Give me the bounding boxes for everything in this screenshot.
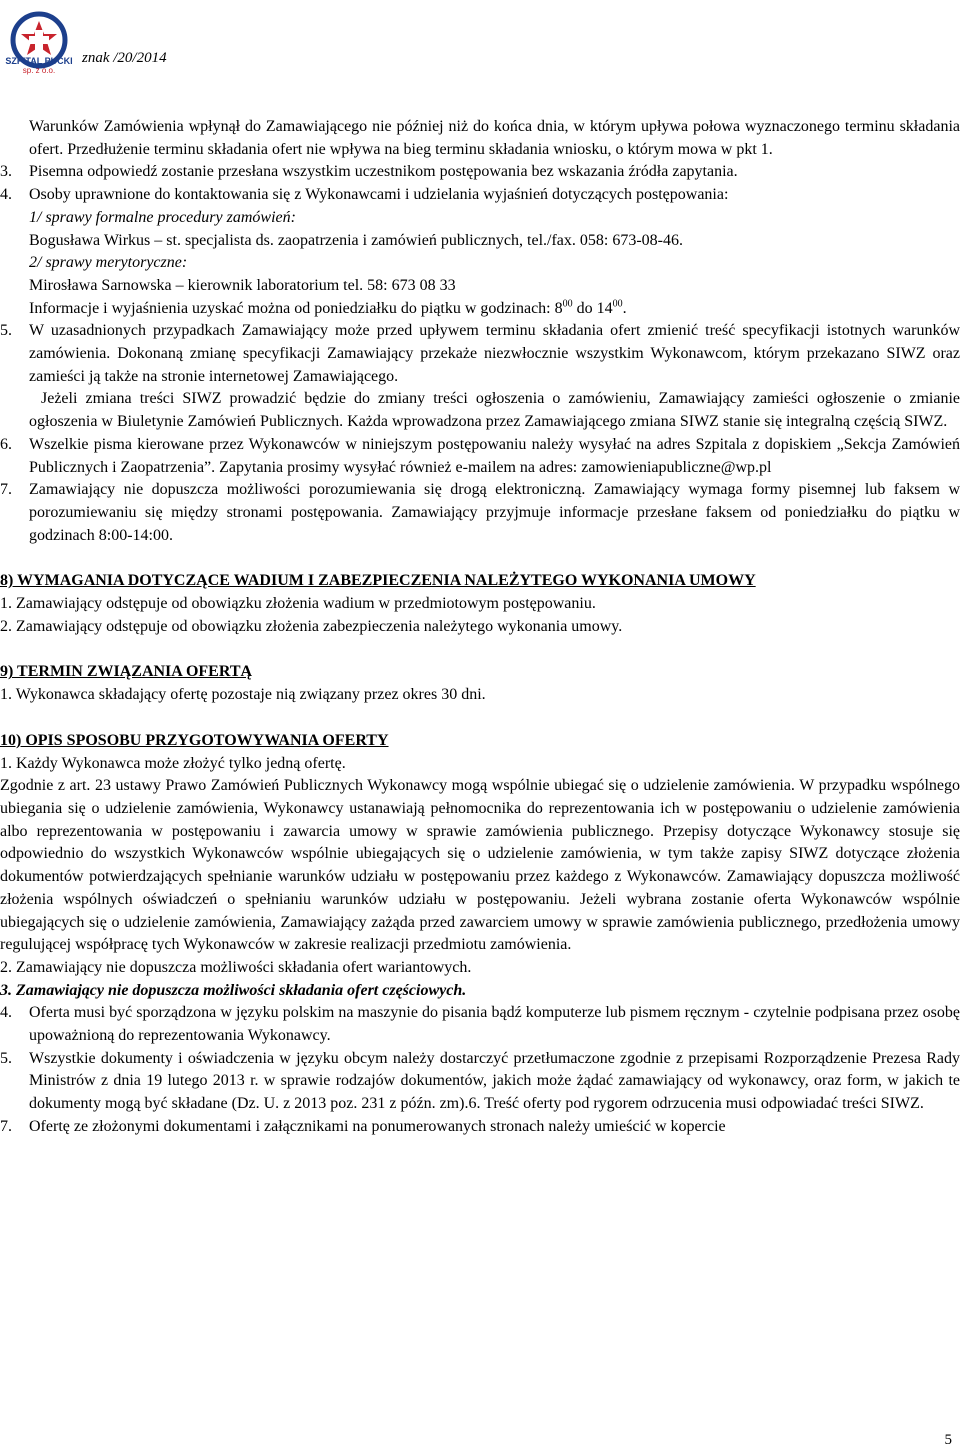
item-text: Wszelkie pisma kierowane przez Wykonawców w niniejszym postępowaniu należy wysyłać na adres Szpitala z dopiskiem „Sekcja Zamówień Publicznych i Zaopatrzenia”. Zapytania prosimy wysyłać również e-mailem na adres: zamowieniapubliczne@wp.pl <box>29 435 960 476</box>
item-text: Pisemna odpowiedź zostanie przesłana wszystkim uczestnikom postępowania bez wskazania źródła zapytania. <box>29 163 738 181</box>
item-number: 3. <box>0 163 12 181</box>
section-10-item-5 <box>0 1048 960 1116</box>
section-8-heading: 8) WYMAGANIA DOTYCZĄCE WADIUM I ZABEZPIECZENIA NALEŻYTEGO WYKONANIA UMOWY <box>0 572 756 590</box>
contact-person-formal: Bogusława Wirkus – st. specjalista ds. zaopatrzenia i zamówień publicznych, tel./fax. 058: 673-08-46. <box>29 231 683 249</box>
section-10-item-4 <box>0 1002 960 1047</box>
item-number: 4. <box>0 1004 12 1022</box>
section-9-heading: 9) TERMIN ZWIĄZANIA OFERTĄ <box>0 663 253 681</box>
section-9-item-1: 1. Wykonawca składający ofertę pozostaje nią związany przez okres 30 dni. <box>0 686 486 704</box>
page-header <box>0 0 960 80</box>
item-number: 6. <box>0 435 12 453</box>
item-text: Zamawiający nie dopuszcza możliwości porozumiewania się drogą elektroniczną. Zamawiający wymaga formy pisemnej lub faksem w porozumiewaniu się między stronami postępowania. Zamawiający przyjmuje informacje przesłane faksem od poniedziałku do piątku w godzinach 8:00-14:00. <box>29 481 960 544</box>
list-item-7 <box>0 479 960 547</box>
document-body <box>0 116 960 1139</box>
section-8-item-1: 1. Zamawiający odstępuje od obowiązku złożenia wadium w przedmiotowym postępowaniu. <box>0 595 596 613</box>
list-item-5 <box>0 320 960 388</box>
section-10-heading: 10) OPIS SPOSOBU PRZYGOTOWYWANIA OFERTY <box>0 731 389 749</box>
page-number: 5 <box>944 1432 952 1448</box>
item-number: 7. <box>0 481 12 499</box>
logo-name: SZPITAL PUCKI <box>5 56 73 66</box>
list-item-6 <box>0 434 960 479</box>
formal-matters-label: 1/ sprawy formalne procedury zamówień: <box>29 208 296 226</box>
logo-subtitle: sp. z o.o. <box>22 66 56 75</box>
section-10-joint-bid: Zgodnie z art. 23 ustawy Prawo Zamówień Publicznych Wykonawcy mogą wspólnie ubiegać się o udzielenie zamówienia. W przypadku wspólnego ubiegania się o udzielenie zamówienia, Wykonawcy ustanawiają pełnomocnika do reprezentowania ich w postępowaniu o udzielenie zamówienia albo reprezentowania w postępowaniu i zawarcia umowy w sprawie zamówienia publicznego. Przepisy dotyczące Wykonawcy stosuje się odpowiednio do wszystkich Wykonawców wspólnie ubiegających się o udzielenie zamówienia, w tym także zapisy SIWZ dotyczące złożenia dokumentów potwierdzających spełnianie warunków udziału w postępowaniu przez każdego z Wykonawców. Zamawiający dopuszcza możliwość złożenia wspólnych oświadczeń o spełnianiu warunków udziału w postępowaniu. Jeżeli wybrana zostanie oferta Wykonawców wspólnie ubiegających się o udzielenie zamówienia, Zamawiający zażąda przed zawarciem umowy w sprawie zamówienia publicznego, przedłożenia umowy regulującej współpracę tych Wykonawców w zakresie realizacji przedmiotu zamówienia. <box>0 777 960 954</box>
document-reference: znak /20/2014 <box>82 50 167 66</box>
siwz-change-paragraph: Jeżeli zmiana treści SIWZ prowadzić będzie do zmiany treści ogłoszenia o zamówieniu, Zamawiający zamieści ogłoszenie o zmianie ogłoszenia w Biuletynie Zamówień Publicznych. Każda wprowadzona przez Zamawiającego zmiana SIWZ stanie się integralną częścią SIWZ. <box>29 390 960 431</box>
item-text: Wszystkie dokumenty i oświadczenia w języku obcym należy dostarczyć przetłumaczone zgodnie z przepisami Rozporządzenie Prezesa Rady Ministrów z dnia 19 lutego 2013 r. w sprawie rodzajów dokumentów, jakich może żądać zamawiający od wykonawcy, oraz form, w jakich te dokumenty mogą być składane (Dz. U. z 2013 poz. 231 z późn. zm).6. Treść oferty pod rygorem odrzucenia musi odpowiadać treści SIWZ. <box>29 1049 960 1113</box>
paragraph-continuation: Warunków Zamówienia wpłynął do Zamawiającego nie później niż do końca dnia, w którym upływa połowa wyznaczonego terminu składania ofert. Przedłużenie terminu składania ofert nie wpływa na bieg terminu składania wniosku, o którym mowa w pkt 1. <box>29 118 960 158</box>
list-item-3 <box>0 161 960 184</box>
merit-matters-label: 2/ sprawy merytoryczne: <box>29 254 188 272</box>
item-text: Ofertę ze złożonymi dokumentami i załącznikami na ponumerowanych stronach należy umieścić w kopercie <box>29 1117 726 1135</box>
item-text: W uzasadnionych przypadkach Zamawiający może przed upływem terminu składania ofert zmienić treść specyfikacji istotnych warunków zamówienia. Dokonaną zmianę specyfikacji Zamawiający przekaże niezwłocznie wszystkim Wykonawcom, którym przekazano SIWZ oraz zamieści ją także na stronie internetowej Zamawiającego. <box>29 322 960 385</box>
contact-person-merit: Mirosława Sarnowska – kierownik laboratorium tel. 58: 673 08 33 <box>29 276 456 294</box>
item-text: Osoby uprawnione do kontaktowania się z Wykonawcami i udzielania wyjaśnień dotyczących postępowania: <box>29 186 729 204</box>
list-item-4 <box>0 184 960 207</box>
item-number: 5. <box>0 1049 12 1067</box>
section-10-item-7 <box>0 1116 960 1139</box>
section-10-item-3: 3. Zamawiający nie dopuszcza możliwości składania ofert częściowych. <box>0 981 467 999</box>
contact-hours: Informacje i wyjaśnienia uzyskać można od poniedziałku do piątku w godzinach: $8^{00}$ do $14^{00}$. <box>29 298 627 317</box>
section-10-item-2: 2. Zamawiający nie dopuszcza możliwości składania ofert wariantowych. <box>0 958 472 976</box>
item-number: 7. <box>0 1117 12 1135</box>
item-number: 5. <box>0 322 12 340</box>
section-10-item-1: 1. Każdy Wykonawca może złożyć tylko jedną ofertę. <box>0 754 346 772</box>
item-number: 4. <box>0 186 12 204</box>
item-text: Oferta musi być sporządzona w języku polskim na maszynie do pisania bądź komputerze lub pismem ręcznym - czytelnie podpisana przez osobę upoważnioną do reprezentowania Wykonawcy. <box>29 1004 960 1045</box>
section-8-item-2: 2. Zamawiający odstępuje od obowiązku złożenia zabezpieczenia należytego wykonania umowy. <box>0 617 623 635</box>
